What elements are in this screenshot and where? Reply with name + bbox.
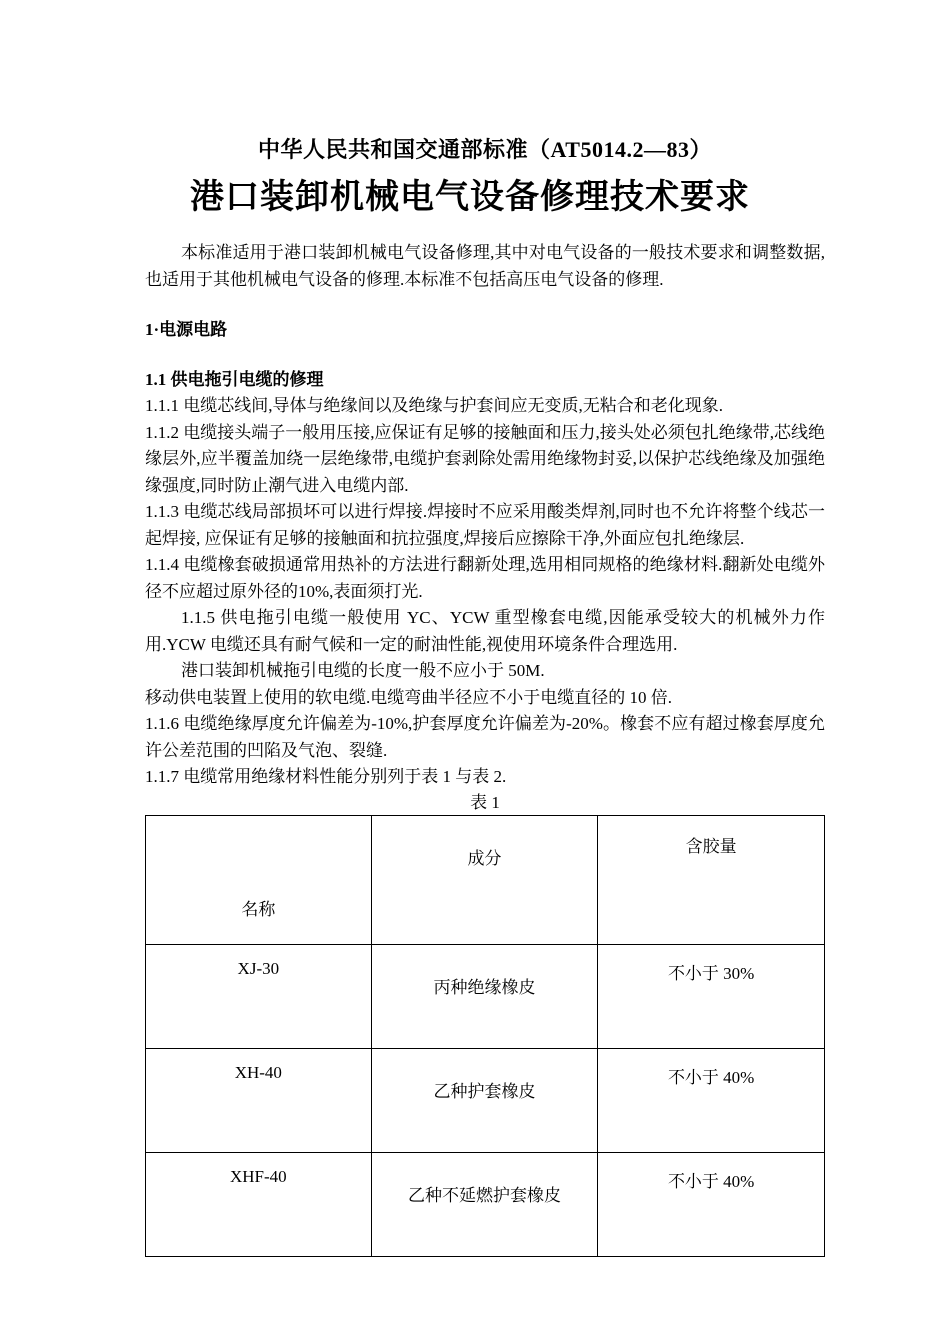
paragraph-1-1-4: 1.1.4 电缆橡套破损通常用热补的方法进行翻新处理,选用相同规格的绝缘材料.翻新处电缆外径不应超过原外径的10%,表面须打光.	[145, 555, 825, 601]
table-row	[146, 1048, 825, 1152]
paragraph-bend-radius: 移动供电装置上使用的软电缆.电缆弯曲半径应不小于电缆直径的 10 倍.	[145, 687, 672, 707]
cell-name: XHF-40	[146, 1152, 372, 1256]
material-table	[145, 815, 825, 1257]
header-rubber-content: 含胶量	[598, 815, 825, 944]
table-row	[146, 1152, 825, 1256]
paragraph-cable-length: 港口装卸机械拖引电缆的长度一般不应小于 50M.	[181, 661, 545, 680]
standard-title: 中华人民共和国交通部标准（AT5014.2—83）	[258, 137, 712, 162]
cell-rubber-content: 不小于 30%	[598, 944, 825, 1048]
cell-name: XH-40	[146, 1048, 372, 1152]
table-header-row	[146, 815, 825, 944]
paragraph-1-1-3: 1.1.3 电缆芯线局部损坏可以进行焊接.焊接时不应采用酸类焊剂,同时也不允许将整个线芯一起焊接, 应保证有足够的接触面和抗拉强度,焊接后应擦除干净,外面应包扎绝缘层.	[145, 502, 825, 548]
document-page	[145, 130, 825, 1257]
cell-composition: 丙种绝缘橡皮	[371, 944, 598, 1048]
header-name: 名称	[146, 815, 372, 944]
cell-composition: 乙种不延燃护套橡皮	[371, 1152, 598, 1256]
cell-rubber-content: 不小于 40%	[598, 1048, 825, 1152]
header-composition: 成分	[371, 815, 598, 944]
cell-composition: 乙种护套橡皮	[371, 1048, 598, 1152]
paragraph-1-1-7: 1.1.7 电缆常用绝缘材料性能分别列于表 1 与表 2.	[145, 767, 507, 786]
paragraph-1-1-2: 1.1.2 电缆接头端子一般用压接,应保证有足够的接触面和压力,接头处必须包扎绝缘带,芯线绝缘层外,应半覆盖加绕一层绝缘带,电缆护套剥除处需用绝缘物封妥,以保护芯线绝缘及加强绝缘强度,同时防止潮气进入电缆内部.	[145, 422, 825, 495]
cell-rubber-content: 不小于 40%	[598, 1152, 825, 1256]
cell-name: XJ-30	[146, 944, 372, 1048]
section-heading: 1·电源电路	[145, 320, 228, 339]
subsection-heading: 1.1 供电拖引电缆的修理	[145, 370, 324, 389]
table-row	[146, 944, 825, 1048]
intro-paragraph: 本标准适用于港口装卸机械电气设备修理,其中对电气设备的一般技术要求和调整数据,也适用于其他机械电气设备的修理.本标准不包括高压电气设备的修理.	[145, 243, 825, 289]
table-caption: 表 1	[470, 792, 500, 812]
main-title: 港口装卸机械电气设备修理技术要求	[190, 179, 750, 216]
paragraph-1-1-5: 1.1.5 供电拖引电缆一般使用 YC、YCW 重型橡套电缆,因能承受较大的机械外力作用.YCW 电缆还具有耐气候和一定的耐油性能,视使用环境条件合理选用.	[145, 608, 825, 654]
paragraph-1-1-6: 1.1.6 电缆绝缘厚度允许偏差为-10%,护套厚度允许偏差为-20%。橡套不应有超过橡套厚度允许公差范围的凹陷及气泡、裂缝.	[145, 714, 825, 760]
paragraph-1-1-1: 1.1.1 电缆芯线间,导体与绝缘间以及绝缘与护套间应无变质,无粘合和老化现象.	[145, 396, 723, 415]
